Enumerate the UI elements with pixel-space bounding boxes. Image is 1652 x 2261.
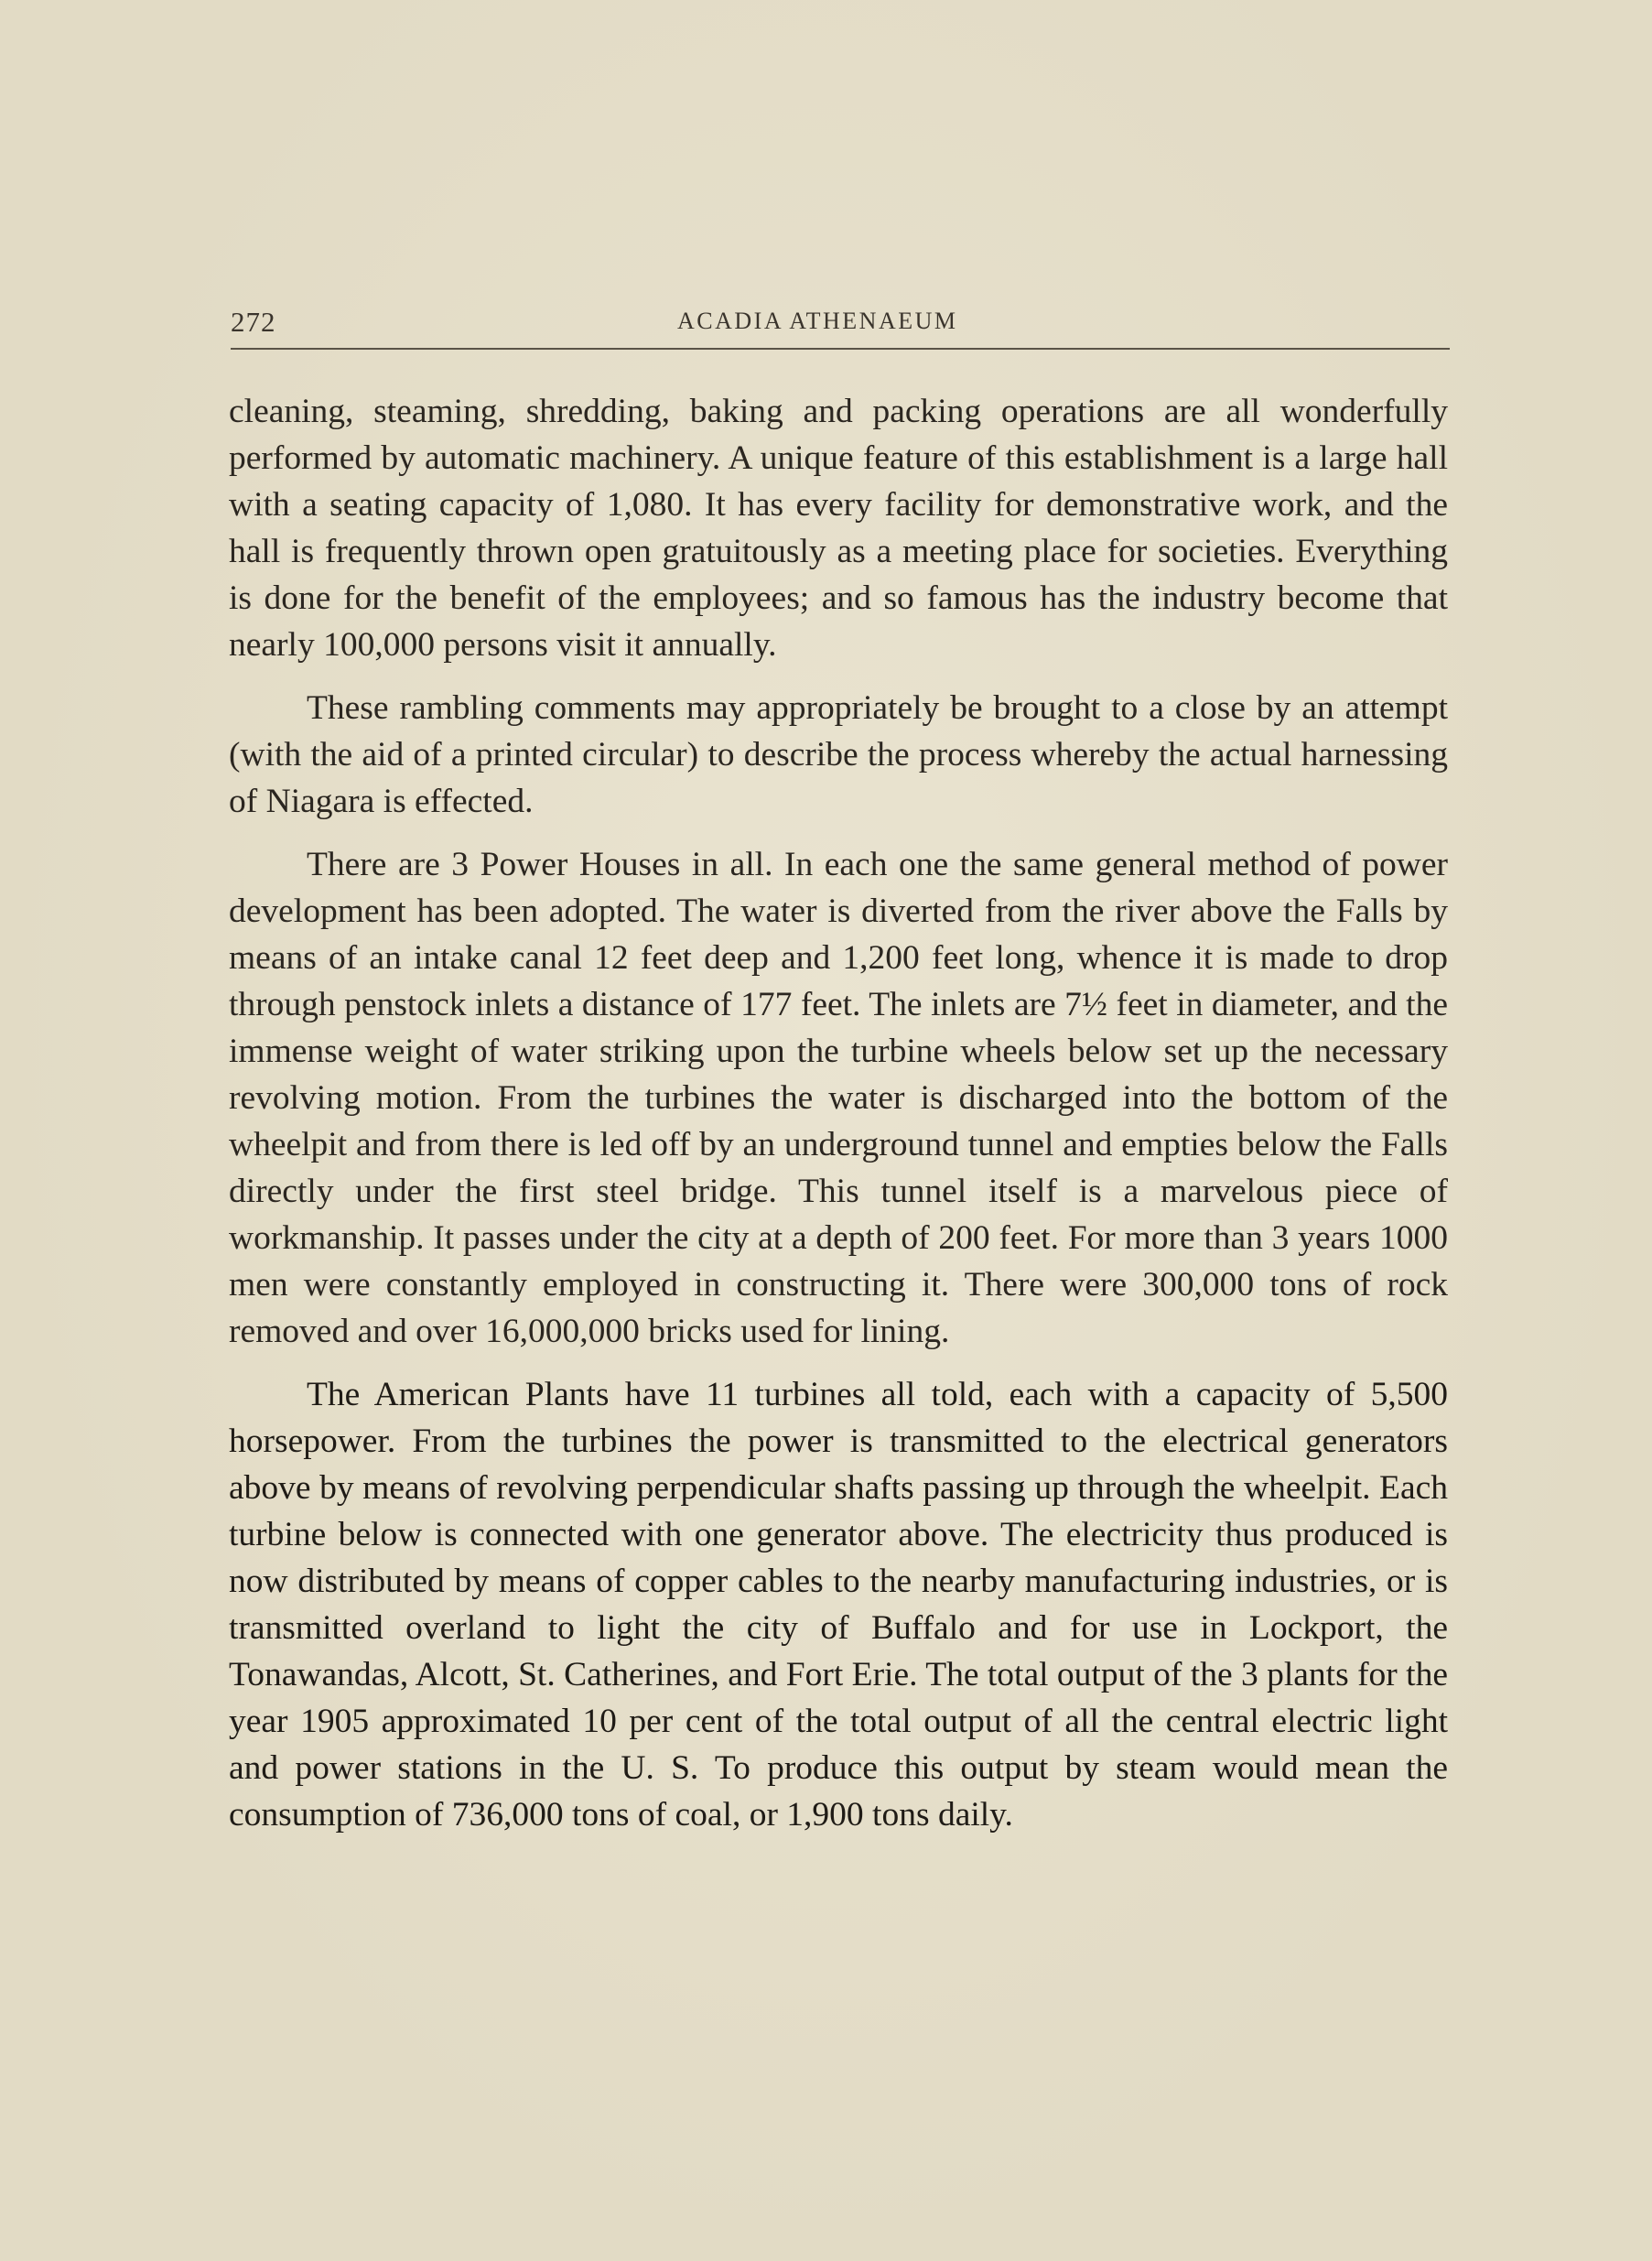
article-body xyxy=(229,388,1448,1838)
running-head xyxy=(231,302,1450,350)
paragraph-1: cleaning, steaming, shredding, baking and packing operations are all wonderfully performed by automatic machinery. A unique feature of this establishment is a large hall with a seating capacity of 1,080. It has every facility for demonstrative work, and the hall is frequently thrown open gratuitously as a meeting place for societies. Everything is done for the benefit of the employees; and so famous has the industry become that nearly 100,000 persons visit it annually. xyxy=(229,393,1448,664)
paragraph-2: These rambling comments may appropriately be brought to a close by an attempt (with the aid of a printed circular) to describe the process whereby the actual harnessing of Niagara is effected. xyxy=(229,689,1448,820)
page-number: 272 xyxy=(231,306,276,338)
paragraph-4: The American Plants have 11 turbines all told, each with a capacity of 5,500 horsepower. From the turbines the power is transmitted to the electrical generators above by means of revolving perpendicular shafts passing up through the wheelpit. Each turbine below is connected with one generator above. The electricity thus produced is now distributed by means of copper cables to the nearby manufacturing industries, or is transmitted overland to light the city of Buffalo and for use in Lockport, the Tonawandas, Alcott, St. Catherines, and Fort Erie. The total output of the 3 plants for the year 1905 approximated 10 per cent of the total output of all the central electric light and power stations in the U. S. To produce this output by steam would mean the consumption of 736,000 tons of coal, or 1,900 tons daily. xyxy=(229,1376,1448,1834)
paragraph-3: There are 3 Power Houses in all. In each one the same general method of power development has been adopted. The water is diverted from the river above the Falls by means of an intake canal 12 feet deep and 1,200 feet long, whence it is made to drop through penstock inlets a distance of 177 feet. The inlets are 7½ feet in diameter, and the immense weight of water striking upon the turbine wheels below set up the necessary revolving motion. From the turbines the water is discharged into the bottom of the wheelpit and from there is led off by an underground tunnel and empties below the Falls directly under the first steel bridge. This tunnel itself is a marvelous piece of workmanship. It passes under the city at a depth of 200 feet. For more than 3 years 1000 men were constantly employed in constructing it. There were 300,000 tons of rock removed and over 16,000,000 bricks used for lining. xyxy=(229,846,1448,1350)
journal-title: ACADIA ATHENAEUM xyxy=(677,308,958,334)
